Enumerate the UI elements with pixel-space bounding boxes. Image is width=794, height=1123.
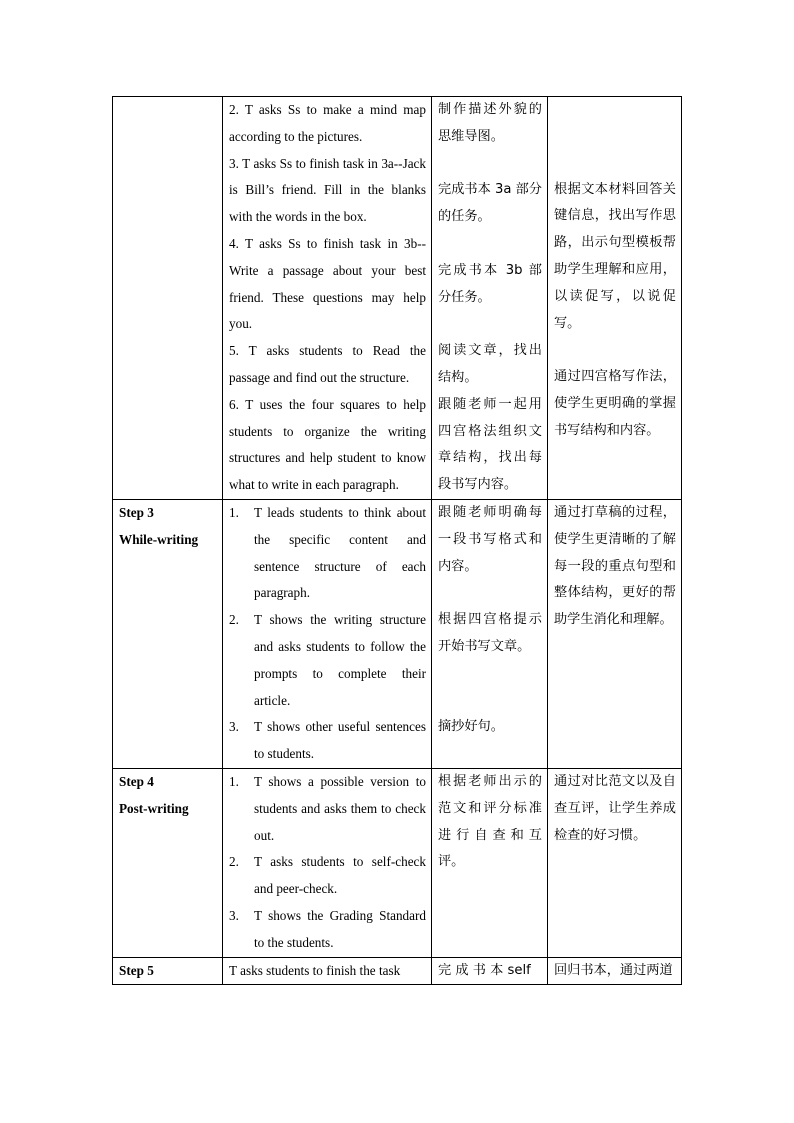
table-row — [113, 97, 682, 500]
list-item: 2. T asks Ss to make a mind map according to the pictures. — [229, 102, 426, 144]
table-row — [113, 768, 682, 957]
teacher-activity-cell — [223, 957, 432, 985]
purpose-cell — [548, 768, 682, 957]
activity-text: 完成书本 3a 部分的任务。 — [438, 182, 542, 225]
list-item: 1. T leads students to think about the specific content and sentence structure of each paragraph. — [229, 504, 426, 601]
list-item: T asks students to finish the task — [229, 962, 401, 978]
list-item: 1. T shows a possible version to students and asks them to check out. — [229, 773, 426, 843]
table-row — [113, 499, 682, 768]
list-item: 3. T asks Ss to finish task in 3a--Jack is Bill’s friend. Fill in the blanks with the words in the box. — [229, 155, 426, 225]
list-item: 2. T asks students to self-check and peer-check. — [229, 854, 426, 897]
purpose-text: 通过对比范文以及自查互评，让学生养成检查的好习惯。 — [554, 773, 676, 843]
activity-text: 根据老师出示的范文和评分标准进行自查和互评。 — [438, 773, 542, 870]
teacher-activity-cell — [223, 499, 432, 768]
teacher-activity-cell — [223, 97, 432, 500]
list-item: 4. T asks Ss to finish task in 3b--Write a passage about your best friend. These questions may help you. — [229, 235, 426, 332]
step-cell — [113, 97, 223, 500]
list-item: 3. T shows the Grading Standard to the students. — [229, 907, 426, 950]
activity-text: 阅读文章，找出结构。 — [438, 343, 542, 385]
activity-text: 制作描述外貌的思维导图。 — [438, 102, 542, 144]
purpose-text: 回归书本，通过两道 — [554, 962, 673, 978]
step-cell — [113, 768, 223, 957]
student-activity-cell — [432, 768, 548, 957]
lesson-plan-table — [112, 96, 682, 985]
activity-text: 摘抄好句。 — [438, 719, 504, 735]
stage-label: While-writing — [119, 531, 199, 547]
step-label: Step 5 — [119, 962, 154, 978]
purpose-text: 通过打草稿的过程，使学生更清晰的了解每一段的重点句型和整体结构，更好的帮助学生消化和理解。 — [554, 504, 676, 628]
purpose-text: 根据文本材料回答关键信息，找出写作思路，出示句型模板帮助学生理解和应用，以读促写，以说促写。 — [554, 181, 676, 331]
list-item: 6. T uses the four squares to help students to organize the writing structures and help student to know what to write in each paragraph. — [229, 396, 426, 493]
list-item: 3. T shows other useful sentences to students. — [229, 719, 426, 762]
activity-text: 跟随老师明确每一段书写格式和内容。 — [438, 504, 542, 574]
purpose-text: 通过四宫格写作法，使学生更明确的掌握书写结构和内容。 — [554, 369, 676, 438]
student-activity-cell — [432, 97, 548, 500]
activity-text: 完成书本 3b 部分任务。 — [438, 262, 542, 305]
teacher-activity-cell — [223, 768, 432, 957]
activity-text: 完 成 书 本 self — [438, 962, 531, 978]
purpose-cell — [548, 97, 682, 500]
table-row — [113, 957, 682, 985]
list-item: 2. T shows the writing structure and asks students to follow the prompts to complete their article. — [229, 612, 426, 708]
purpose-cell — [548, 499, 682, 768]
activity-text: 跟随老师一起用四宫格法组织文章结构，找出每段书写内容。 — [438, 396, 542, 493]
stage-label: Post-writing — [119, 800, 189, 816]
student-activity-cell — [432, 957, 548, 985]
step-cell — [113, 499, 223, 768]
activity-text: 根据四宫格提示开始书写文章。 — [438, 612, 542, 654]
list-item: 5. T asks students to Read the passage and find out the structure. — [229, 343, 426, 385]
purpose-cell — [548, 957, 682, 985]
step-label: Step 3 — [119, 504, 154, 520]
student-activity-cell — [432, 499, 548, 768]
step-label: Step 4 — [119, 773, 154, 789]
step-cell — [113, 957, 223, 985]
